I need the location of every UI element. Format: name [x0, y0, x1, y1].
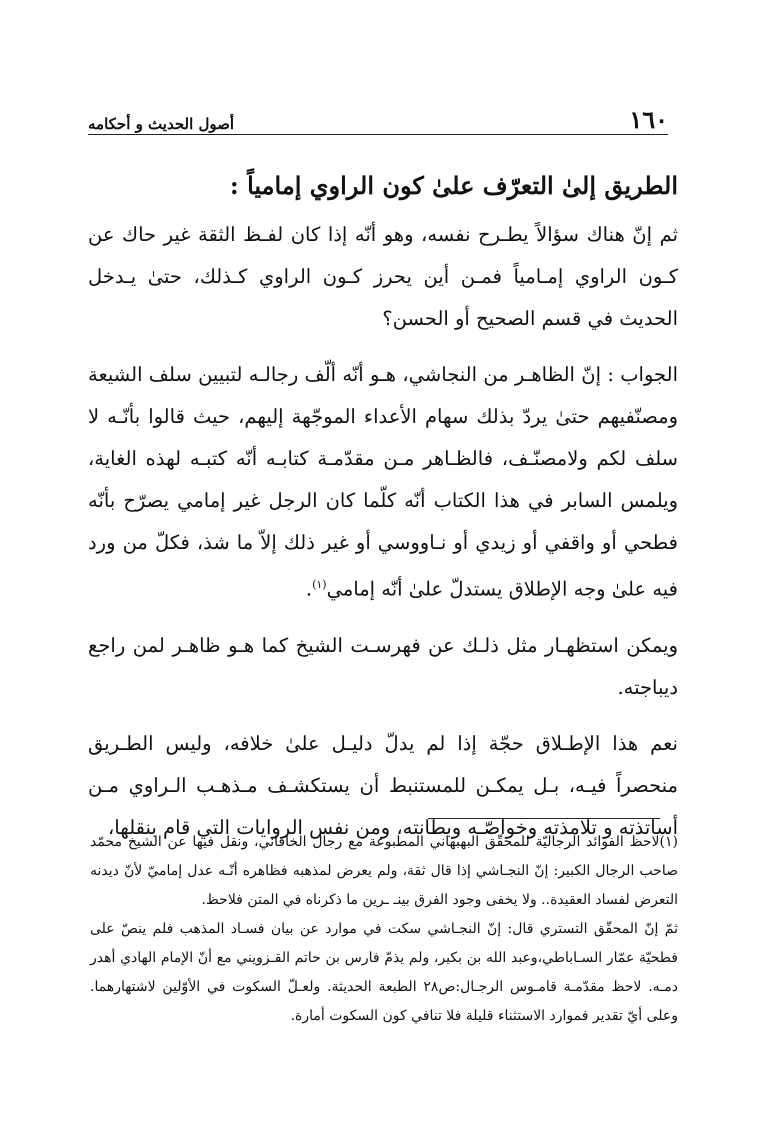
footnote: (١)لاحظ الفوائد الرجاليّة للمحقّق البهبهاني المطبوعة مع رجال الخاقاني، ونقل فيها عن الشيخ محمّد صاحب الرجال الكبير: إنّ النجـاشي إذا قال ثقة، ولم يعرض لمذهبه فظاهره أنّـه عدل إماميّ لأنّ ديدنه التعرض لفساد العقيدة.. ولا يخفى وجود الفرق بينـ ـرين ما ذكرناه في المتن فلاحظ.	[90, 834, 678, 908]
running-title: أصول الحديث و أحكامه	[88, 115, 235, 133]
main-text	[88, 150, 678, 863]
header-divider	[88, 134, 668, 135]
footnotes	[90, 828, 678, 1031]
paragraph: نعم هذا الإطـلاق حجّة إذا لم يدلّ دليـل علىٰ خلافه، وليس الطـريق منحصراً فيـه، بـل يمكـن للمستنبط أن يستكشـف مـذهـب الـراوي مـن أساتذته و تلامذته وخواصّـه وبطانته، ومن نفس الروايات التي قام بنقلها،	[88, 731, 678, 839]
page-number: ١٦٠	[629, 105, 668, 134]
paragraph-text: الجواب : إنّ الظاهـر من النجاشي، هـو أنّه ألّف رجالـه لتبيين سلف الشيعة ومصنّفيهم حتىٰ يردّ بذلك سهام الأعداء الموجّهة إليهم، حيث قالوا بأنّـه لا سلف لكم ولامصنّـف، فالظـاهر مـن مقدّمـة كتابـه أنّه كتبـه لهذه الغاية، ويلمس السابر في هذا الكتاب أنّه كلّما كان الرجل غير إمامي يصرّح بأنّه فطحي أو واقفي أو زيدي أو نـاووسي أو غير ذلك إلاّ ما شذ، فكلّ من ورد فيه علىٰ وجه الإطلاق يستدلّ علىٰ أنّه إمامي	[88, 363, 678, 601]
footnote-divider	[428, 818, 660, 819]
page-header	[88, 100, 668, 134]
paragraph: ويمكن استظهـار مثل ذلـك عن فهرسـت الشيخ كما هـو ظاهـر لمن راجع ديباجته.	[88, 633, 678, 699]
paragraph: الجواب : إنّ الظاهـر من النجاشي، هـو أنّه ألّف رجالـه لتبيين سلف الشيعة ومصنّفيهم حتىٰ يردّ بذلك سهام الأعداء الموجّهة إليهم، حيث قالوا بأنّـه لا سلف لكم ولامصنّـف، فالظـاهر مـن مقدّمـة كتابـه أنّه كتبـه لهذه الغاية، ويلمس السابر في هذا الكتاب أنّه كلّما كان الرجل غير إمامي يصرّح بأنّه فطحي أو واقفي أو زيدي أو نـاووسي أو غير ذلك إلاّ ما شذ، فكلّ من ورد فيه علىٰ وجه الإطلاق يستدلّ علىٰ أنّه إمامي$^{(١)}$.	[88, 363, 678, 601]
section-heading: الطريق إلىٰ التعرّف علىٰ كون الراوي إمامياً :	[229, 171, 678, 200]
paragraph: ثم إنّ هناك سؤالاً يطـرح نفسه، وهو أنّه إذا كان لفـظ الثقة غير حاك عن كـون الراوي إمـامياً فمـن أين يحرز كـون الراوي كـذلك، حتىٰ يـدخل الحديث في قسم الصحيح أو الحسن؟	[88, 223, 678, 330]
footnote: ثمّ إنّ المحقّق التستري قال: إنّ النجـاشي سكت في موارد عن بيان فسـاد المذهب فلم ينصّ على فطحيّة عمّار السـاباطي،وعبد الله بن بكير، ولم يذمّ فارس بن حاتم القـزويني مع أنّ الإمام الهادي أهدر دمـه. لاحظ مقدّمـة قامـوس الرجـال:ص٢٨ الطبعة الحديثة. ولعـلّ السكوت في الأوّلين لاشتهارهما. وعلى أيّ تقدير فموارد الاستثناء قليلة فلا تنافي كون السكوت أمارة.	[90, 921, 678, 1024]
footnote-marker: (١)	[312, 578, 327, 591]
